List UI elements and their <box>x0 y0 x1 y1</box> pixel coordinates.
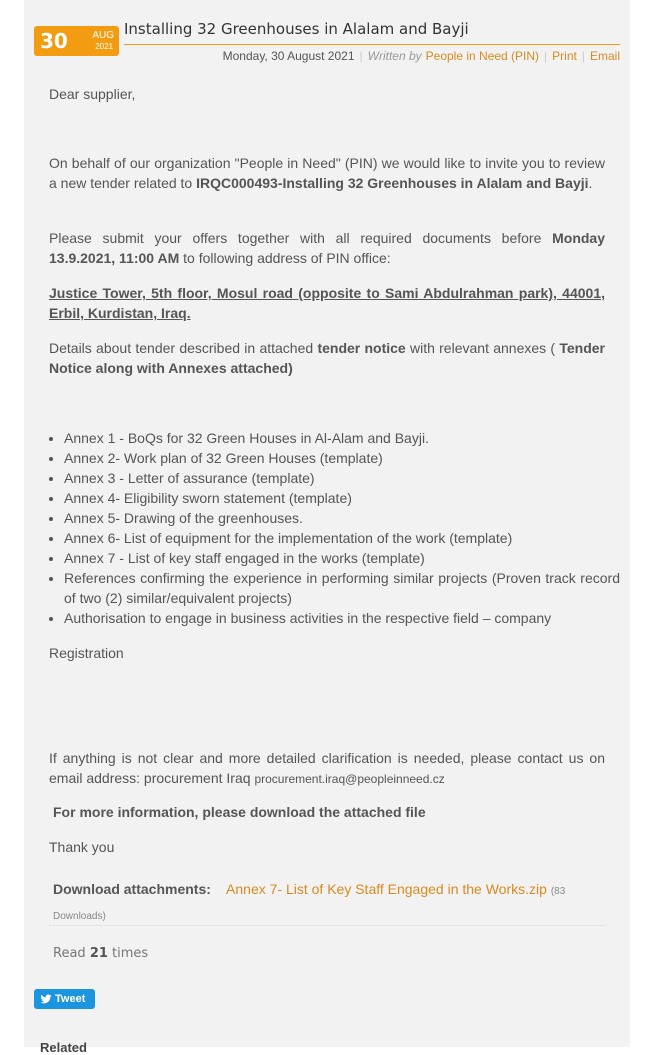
date-month: AUG <box>92 30 114 41</box>
print-link[interactable]: Print <box>552 49 577 63</box>
tweet-label: Tweet <box>55 993 86 1005</box>
attachments-label: Download attachments: <box>53 881 211 897</box>
registration-text: Registration <box>49 645 124 661</box>
author-link[interactable]: People in Need (PIN) <box>425 49 540 63</box>
intro-paragraph <box>49 153 605 193</box>
list-item: • Annex 6- List of equipment for the implementation of the work (template) <box>64 528 620 548</box>
written-by-label: Written by <box>367 49 422 63</box>
details-mid: with relevant annexes ( <box>405 340 560 356</box>
publish-date: Monday, 30 August 2021 <box>222 49 355 63</box>
attachments-section <box>53 878 605 928</box>
hits-count: 21 <box>89 946 108 961</box>
thank-you-text: Thank you <box>49 839 115 855</box>
download-count: (83 Downloads) <box>53 886 566 922</box>
list-item: • Annex 5- Drawing of the greenhouses. <box>64 508 620 528</box>
hits-counter <box>53 946 148 961</box>
title-underline <box>124 44 620 45</box>
twitter-bird-icon <box>40 993 52 1005</box>
list-item: • Annex 3 - Letter of assurance (template) <box>64 468 620 488</box>
tender-notice-text: tender notice <box>317 340 406 356</box>
article-title[interactable]: Installing 32 Greenhouses in Alalam and Bayji <box>124 20 469 38</box>
meta-separator: | <box>359 49 363 63</box>
list-item: • Annex 4- Eligibility sworn statement (template) <box>64 488 620 508</box>
annexes-note: Tender Notice along with Annexes attached) <box>49 340 605 376</box>
email-link[interactable]: Email <box>589 49 620 63</box>
contact-paragraph <box>49 748 605 789</box>
divider <box>49 925 605 926</box>
deadline-text: Please submit your offers together with all required documents before <box>49 230 553 246</box>
annex-list <box>49 428 620 628</box>
contact-text: If anything is not clear and more detailed clarification is needed, please contact us on email address: procurement Iraq <box>49 750 605 786</box>
deadline-paragraph <box>49 228 605 268</box>
related-heading: Related <box>40 1040 87 1055</box>
hits-prefix: Read <box>53 946 86 961</box>
greeting: Dear supplier, <box>49 86 136 102</box>
office-address: Justice Tower, 5th floor, Mosul road (opposite to Sami Abdulrahman park), 44001, Erbil, Kurdistan, Iraq. <box>49 285 605 321</box>
details-paragraph <box>49 338 605 378</box>
attachment-link[interactable]: Annex 7- List of Key Staff Engaged in the Works.zip <box>226 881 547 897</box>
contact-email[interactable]: procurement.iraq@peopleinneed.cz <box>254 772 445 786</box>
more-info-text: For more information, please download the attached file <box>53 804 426 820</box>
meta-separator: | <box>581 49 585 63</box>
date-year: 2021 <box>95 42 113 51</box>
deadline-end: to following address of PIN office: <box>179 250 391 266</box>
list-item: • References confirming the experience in performing similar projects (Proven track record of two (2) similar/equivalent projects) <box>64 568 620 608</box>
tweet-button[interactable] <box>34 989 95 1009</box>
article-meta <box>223 49 620 63</box>
date-badge <box>34 26 119 56</box>
hits-suffix: times <box>112 946 149 961</box>
tender-reference: IRQC000493-Installing 32 Greenhouses in Alalam and Bayji <box>196 175 589 191</box>
details-text: Details about tender described in attached <box>49 340 318 356</box>
deadline-date: Monday 13.9.2021, 11:00 AM <box>49 230 605 266</box>
intro-end: . <box>588 175 593 191</box>
date-day: 30 <box>40 29 68 53</box>
list-item: • Authorisation to engage in business activities in the respective field – company <box>64 608 620 628</box>
list-item: • Annex 2- Work plan of 32 Green Houses (template) <box>64 448 620 468</box>
list-item: • Annex 7 - List of key staff engaged in the works (template) <box>64 548 620 568</box>
intro-text: On behalf of our organization "People in Need" (PIN) we would like to invite you to review a new tender related to <box>49 155 605 191</box>
meta-separator: | <box>544 49 548 63</box>
list-item: • Annex 1 - BoQs for 32 Green Houses in Al-Alam and Bayji. <box>64 428 620 448</box>
